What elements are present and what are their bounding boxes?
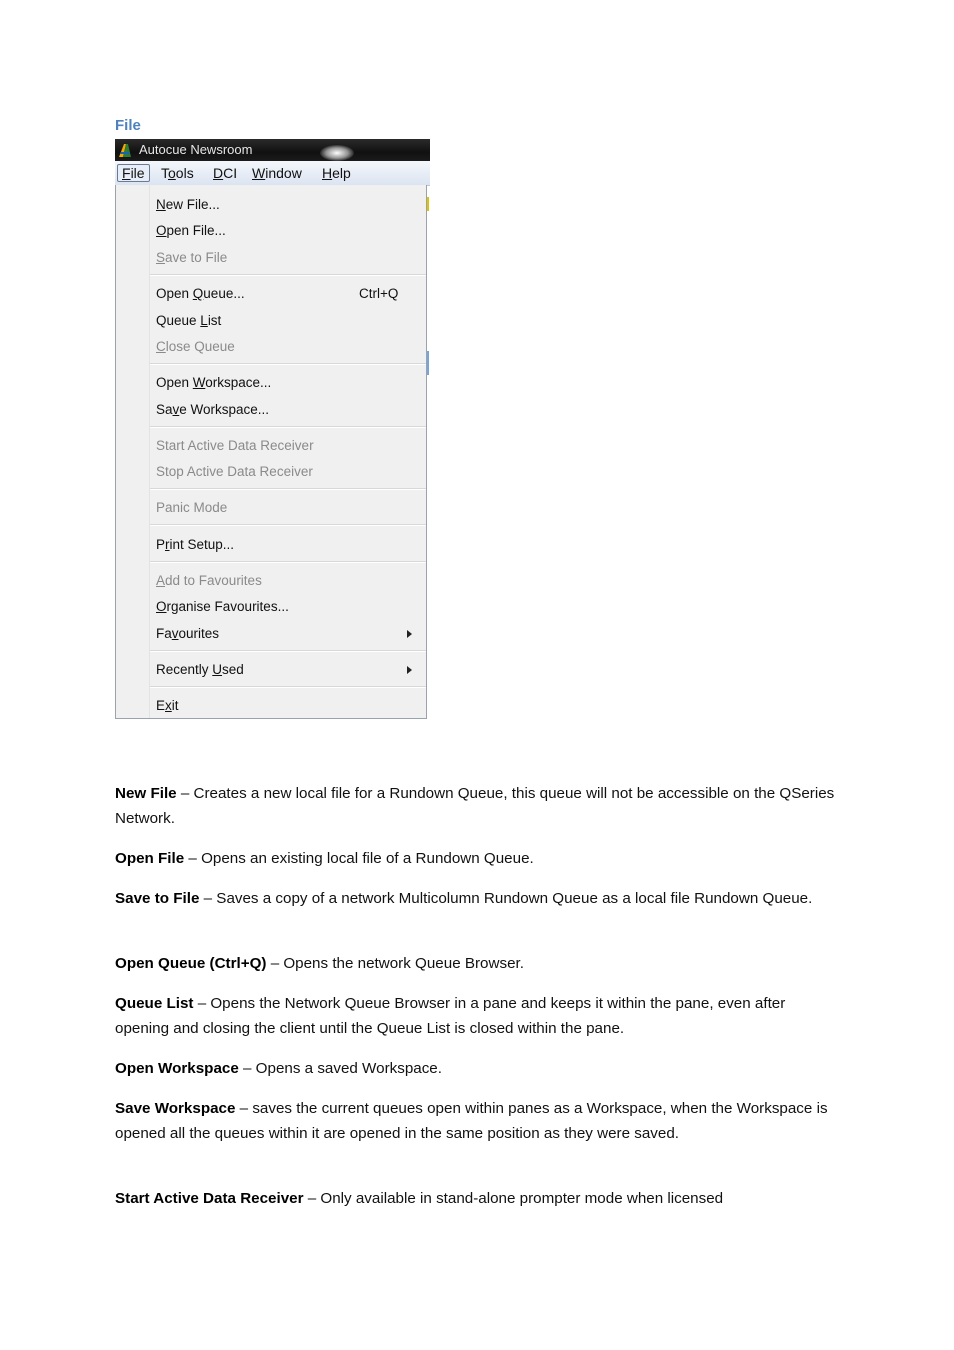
menu-separator <box>150 363 426 365</box>
menu-separator <box>150 524 426 526</box>
description-term: Queue List <box>115 995 194 1012</box>
description-paragraph <box>115 1057 840 1082</box>
app-screenshot <box>115 139 430 723</box>
background-window-edge <box>427 197 429 211</box>
description-paragraph <box>115 847 840 872</box>
menu-item-print-setup[interactable]: Print Setup... <box>156 537 235 552</box>
menu-icon-gutter <box>116 185 150 718</box>
description-term: Start Active Data Receiver <box>115 1190 304 1207</box>
menu-separator <box>150 274 426 276</box>
section-title: File <box>115 117 141 134</box>
description-paragraph <box>115 782 840 831</box>
description-text: – saves the current queues open within panes as a Workspace, when the Workspace is opened all the queues within it are opened in the same position as they were saved. <box>115 1100 828 1142</box>
description-text: – Opens an existing local file of a Rundown Queue. <box>184 850 534 867</box>
description-term: Open Workspace <box>115 1060 239 1077</box>
description-paragraph <box>115 992 840 1041</box>
submenu-arrow-icon <box>407 630 412 638</box>
menu-item-exit[interactable]: Exit <box>156 698 179 713</box>
menu-item-queue-list[interactable]: Queue List <box>156 313 222 328</box>
menu-bottom-edge <box>115 719 427 723</box>
menu-item-add-to-favourites: Add to Favourites <box>156 573 262 588</box>
menu-item-open-workspace[interactable]: Open Workspace... <box>156 375 272 390</box>
title-glare <box>320 145 354 161</box>
description-paragraph <box>115 1187 840 1212</box>
menu-item-stop-active-data-receiver: Stop Active Data Receiver <box>156 464 313 479</box>
menu-separator <box>150 488 426 490</box>
window-title: Autocue Newsroom <box>139 142 253 157</box>
description-text: – Opens the network Queue Browser. <box>266 955 524 972</box>
menu-separator <box>150 426 426 428</box>
menu-item-panic-mode: Panic Mode <box>156 500 228 515</box>
autocue-logo-icon <box>117 142 133 158</box>
menu-separator <box>150 686 426 688</box>
menubar-tools[interactable]: Tools <box>161 165 194 181</box>
file-menu-dropdown <box>115 185 427 719</box>
menu-item-recently-used[interactable]: Recently Used <box>156 662 244 677</box>
menu-item-organise-favourites[interactable]: Organise Favourites... <box>156 599 289 614</box>
menu-item-favourites[interactable]: Favourites <box>156 626 220 641</box>
description-paragraph <box>115 887 840 912</box>
description-paragraph <box>115 952 840 977</box>
shortcut-label: Ctrl+Q <box>359 286 399 301</box>
description-text: – Only available in stand-alone prompter mode when licensed <box>303 1190 724 1207</box>
menubar-window[interactable]: Window <box>252 165 302 181</box>
description-text: – Opens the Network Queue Browser in a pane and keeps it within the pane, even after opening and closing the client until the Queue List is closed within the pane. <box>115 995 786 1037</box>
menu-separator <box>150 650 426 652</box>
menubar-file[interactable]: File <box>117 164 150 182</box>
menubar-dci[interactable]: DCI <box>213 165 238 181</box>
menu-item-save-to-file: Save to File <box>156 250 228 265</box>
menu-item-new-file[interactable]: New File... <box>156 197 220 212</box>
description-text: – Creates a new local file for a Rundown Queue, this queue will not be accessible on the QSeries Network. <box>115 785 835 827</box>
menu-item-close-queue: Close Queue <box>156 339 235 354</box>
submenu-arrow-icon <box>407 666 412 674</box>
background-window-edge <box>427 351 429 375</box>
description-term: Save to File <box>115 890 200 907</box>
description-term: Open File <box>115 850 185 867</box>
menubar-help[interactable]: Help <box>322 165 351 181</box>
window-titlebar <box>115 139 430 161</box>
description-paragraph <box>115 1097 840 1146</box>
menu-item-start-active-data-receiver: Start Active Data Receiver <box>156 438 314 453</box>
menu-separator <box>150 561 426 563</box>
description-text: – Opens a saved Workspace. <box>238 1060 442 1077</box>
description-term: Open Queue (Ctrl+Q) <box>115 955 267 972</box>
description-text: – Saves a copy of a network Multicolumn Rundown Queue as a local file Rundown Queue. <box>199 890 813 907</box>
description-term: Save Workspace <box>115 1100 236 1117</box>
menu-item-open-queue[interactable]: Open Queue... Ctrl+Q <box>156 286 399 301</box>
menubar <box>115 161 430 186</box>
description-term: New File <box>115 785 177 802</box>
menu-item-save-workspace[interactable]: Save Workspace... <box>156 402 270 417</box>
menu-item-open-file[interactable]: Open File... <box>156 223 226 238</box>
